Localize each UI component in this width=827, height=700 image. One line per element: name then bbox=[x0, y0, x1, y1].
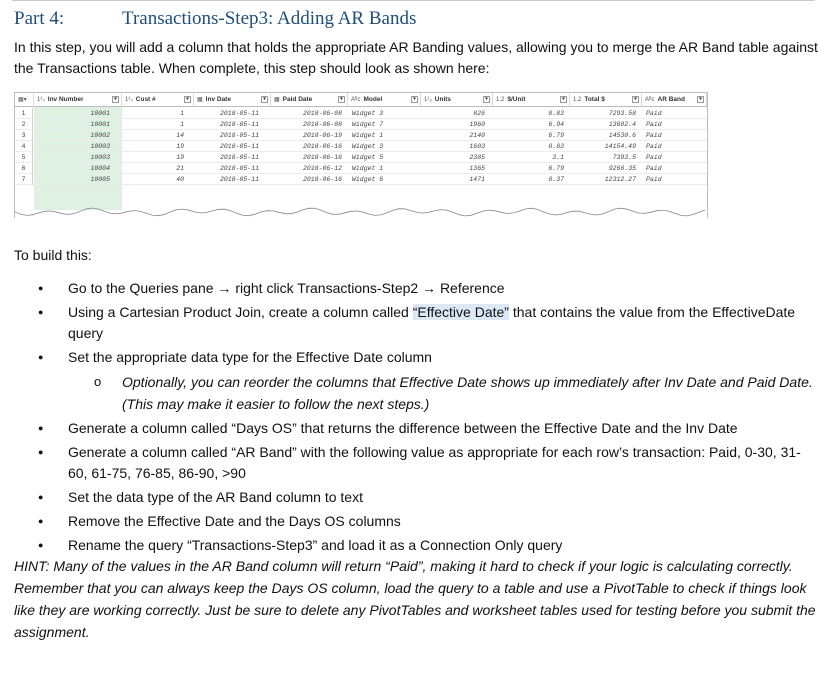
sub-step-text: Optionally, you can reorder the columns that Effective Date shows up immediately after Inv Date and Paid Date. (This may make it easier to follow the next steps.) bbox=[122, 374, 813, 412]
step-text: Go to the Queries pane → right click Transactions-Step2 → Reference bbox=[68, 280, 505, 296]
column-header[interactable] bbox=[271, 93, 348, 107]
column-header[interactable] bbox=[493, 93, 570, 107]
data-type-icon[interactable]: 1²₃ bbox=[125, 96, 133, 103]
table-cell[interactable]: 13602.4 bbox=[608, 121, 636, 128]
table-cell[interactable]: 2018-05-11 bbox=[219, 132, 259, 139]
table-cell[interactable]: 10001 bbox=[90, 110, 110, 117]
intro-paragraph: In this step, you will add a column that holds the appropriate AR Banding values, allowing you to merge the AR Band table against the Transactions table. When complete, this step should look as shown here: bbox=[14, 39, 818, 76]
table-cell[interactable]: 21 bbox=[176, 165, 184, 172]
step-text: Using a Cartesian Product Join, create a column called bbox=[68, 304, 413, 320]
table-cell[interactable]: Widget 3 bbox=[352, 110, 384, 117]
row-number[interactable]: 3 bbox=[15, 130, 33, 141]
step-text: that contains the value from the EffectiveDate query bbox=[68, 304, 796, 341]
sub-step-item bbox=[14, 371, 819, 415]
table-cell[interactable]: Paid bbox=[646, 165, 662, 172]
table-cell[interactable]: 6.79 bbox=[548, 165, 564, 172]
table-cell[interactable]: 2018-05-11 bbox=[219, 165, 259, 172]
row-number[interactable]: 2 bbox=[15, 119, 33, 130]
row-number[interactable]: 4 bbox=[15, 141, 33, 152]
table-cell[interactable]: 2018-05-11 bbox=[219, 154, 259, 161]
table-cell[interactable]: Paid bbox=[646, 154, 662, 161]
step-item bbox=[14, 347, 819, 368]
table-cell[interactable]: Paid bbox=[646, 143, 662, 150]
step-text: Remove the Effective Date and the Days OS columns bbox=[68, 513, 401, 529]
filter-dropdown-icon[interactable]: ▾ bbox=[483, 96, 490, 103]
filter-dropdown-icon[interactable]: ▾ bbox=[560, 96, 567, 103]
filter-dropdown-icon[interactable]: ▾ bbox=[184, 96, 191, 103]
filter-dropdown-icon[interactable]: ▾ bbox=[338, 96, 345, 103]
table-cell[interactable]: Paid bbox=[646, 110, 662, 117]
column-name: Model bbox=[363, 96, 383, 103]
table-cell[interactable]: 10003 bbox=[90, 143, 110, 150]
filter-dropdown-icon[interactable]: ▾ bbox=[411, 96, 418, 103]
table-cell[interactable]: 1365 bbox=[469, 165, 485, 172]
torn-edge bbox=[15, 204, 707, 218]
hint-paragraph: HINT: Many of the values in the AR Band column will return “Paid”, making it hard to check if your logic is calculating correctly. Remember that you can always keep the Days OS column, load the query to a table and use a PivotTable to check if things look like they are working correctly. Just be sure to delete any PivotTables and worksheet tables used for testing before you submit the assignment. bbox=[14, 558, 816, 640]
table-cell[interactable]: Widget 3 bbox=[352, 143, 384, 150]
table-cell[interactable]: 2018-06-19 bbox=[302, 132, 342, 139]
column-header[interactable] bbox=[642, 93, 707, 107]
table-cell[interactable]: 8.83 bbox=[548, 143, 564, 150]
table-cell[interactable]: 2018-06-12 bbox=[302, 165, 342, 172]
table-cell[interactable]: 2385 bbox=[469, 154, 485, 161]
table-cell[interactable]: 3.1 bbox=[552, 154, 564, 161]
column-name: $/Unit bbox=[507, 96, 526, 103]
top-rule bbox=[12, 0, 815, 1]
step-item bbox=[14, 302, 819, 344]
table-cell[interactable]: 10004 bbox=[90, 165, 110, 172]
table-cell[interactable]: 1 bbox=[180, 121, 184, 128]
column-name: AR Band bbox=[657, 96, 685, 103]
step-text: Generate a column called “AR Band” with the following value as appropriate for each row’s transaction: Paid, 0-30, 31-60, 61-75, 76-85, 86-90, >90 bbox=[68, 444, 801, 481]
table-cell[interactable]: 1960 bbox=[469, 121, 485, 128]
filter-dropdown-icon[interactable]: ▾ bbox=[697, 96, 704, 103]
column-name: Inv Number bbox=[47, 96, 84, 103]
row-number[interactable]: 6 bbox=[15, 163, 33, 174]
data-type-icon[interactable]: Aᴮc bbox=[645, 96, 655, 103]
table-cell[interactable]: 2018-05-11 bbox=[219, 110, 259, 117]
step-item bbox=[14, 535, 819, 556]
data-type-icon[interactable]: 1.2 bbox=[496, 96, 505, 103]
table-cell[interactable]: 6.94 bbox=[548, 121, 564, 128]
table-cell[interactable]: Paid bbox=[646, 132, 662, 139]
table-cell[interactable]: 10001 bbox=[90, 121, 110, 128]
step-text: Rename the query “Transactions-Step3” and load it as a Connection Only query bbox=[68, 537, 563, 553]
table-cell[interactable]: 40 bbox=[176, 176, 184, 183]
row-number[interactable]: 5 bbox=[15, 152, 33, 163]
query-preview-grid bbox=[14, 92, 708, 218]
step-text: Generate a column called “Days OS” that returns the difference between the Effective Date and the Inv Date bbox=[68, 420, 738, 436]
data-type-icon[interactable]: ▦ bbox=[197, 97, 203, 103]
table-cell[interactable]: Widget 1 bbox=[352, 132, 384, 139]
part-label: Part 4: bbox=[14, 8, 65, 29]
steps-list bbox=[14, 278, 819, 559]
data-type-icon[interactable]: 1²₃ bbox=[37, 96, 45, 103]
table-cell[interactable]: 8.37 bbox=[548, 176, 564, 183]
page-title: Transactions-Step3: Adding AR Bands bbox=[122, 8, 417, 29]
table-cell[interactable]: Paid bbox=[646, 121, 662, 128]
page-heading bbox=[14, 8, 416, 30]
step-item bbox=[14, 511, 819, 532]
data-type-icon[interactable]: 1²₃ bbox=[424, 96, 432, 103]
table-cell[interactable]: 10002 bbox=[90, 132, 110, 139]
table-cell[interactable]: 10003 bbox=[90, 154, 110, 161]
table-cell[interactable]: 1471 bbox=[469, 176, 485, 183]
table-cell[interactable]: 2018-06-16 bbox=[302, 143, 342, 150]
filter-dropdown-icon[interactable]: ▾ bbox=[632, 96, 639, 103]
table-cell[interactable]: 14 bbox=[176, 132, 184, 139]
column-name: Total $ bbox=[584, 96, 605, 103]
table-cell[interactable]: 14530.6 bbox=[608, 132, 636, 139]
table-cell[interactable]: Widget 6 bbox=[352, 176, 384, 183]
column-header[interactable] bbox=[570, 93, 642, 107]
row-number[interactable]: 7 bbox=[15, 174, 33, 185]
column-name: Units bbox=[434, 96, 452, 103]
table-cell[interactable]: 6.79 bbox=[548, 132, 564, 139]
table-cell[interactable]: 9268.35 bbox=[608, 165, 636, 172]
build-label: To build this: bbox=[14, 247, 92, 263]
column-name: Paid Date bbox=[282, 96, 313, 103]
step-item bbox=[14, 278, 819, 299]
data-type-icon[interactable]: ▦ bbox=[274, 97, 280, 103]
table-cell[interactable]: 2018-06-08 bbox=[302, 121, 342, 128]
table-cell[interactable]: 14154.49 bbox=[604, 143, 636, 150]
table-cell[interactable]: Widget 5 bbox=[352, 154, 384, 161]
table-cell[interactable]: 19 bbox=[176, 143, 184, 150]
data-type-icon[interactable]: 1.2 bbox=[573, 96, 582, 103]
table-cell[interactable]: 2018-06-16 bbox=[302, 176, 342, 183]
table-cell[interactable]: 2018-05-11 bbox=[219, 176, 259, 183]
row-number[interactable]: 1 bbox=[15, 108, 33, 119]
column-header[interactable] bbox=[194, 93, 271, 107]
table-cell[interactable]: 10005 bbox=[90, 176, 110, 183]
table-cell[interactable]: 12312.27 bbox=[604, 176, 636, 183]
table-cell[interactable]: 2018-05-11 bbox=[219, 121, 259, 128]
table-cell[interactable]: 7293.58 bbox=[608, 110, 636, 117]
table-cell[interactable]: Widget 1 bbox=[352, 165, 384, 172]
step-text: Set the data type of the AR Band column to text bbox=[68, 489, 363, 505]
filter-dropdown-icon[interactable]: ▾ bbox=[112, 96, 119, 103]
column-header[interactable] bbox=[348, 93, 421, 107]
column-header[interactable] bbox=[34, 93, 122, 107]
table-cell[interactable]: 2140 bbox=[469, 132, 485, 139]
table-cell[interactable]: 19 bbox=[176, 154, 184, 161]
data-type-icon[interactable]: Aᴮc bbox=[351, 96, 361, 103]
table-cell[interactable]: 8.83 bbox=[548, 110, 564, 117]
step-item bbox=[14, 442, 819, 484]
column-header[interactable] bbox=[421, 93, 493, 107]
table-cell[interactable]: 826 bbox=[473, 110, 485, 117]
table-cell[interactable]: 2018-06-08 bbox=[302, 110, 342, 117]
column-name: Cust # bbox=[135, 96, 156, 103]
column-name: Inv Date bbox=[205, 96, 231, 103]
table-cell[interactable]: 2018-06-16 bbox=[302, 154, 342, 161]
table-cell[interactable]: 7393.5 bbox=[612, 154, 636, 161]
table-cell[interactable]: Widget 7 bbox=[352, 121, 384, 128]
step-text: Set the appropriate data type for the Effective Date column bbox=[68, 349, 432, 365]
table-cell[interactable]: 2018-05-11 bbox=[219, 143, 259, 150]
grid-corner[interactable]: ▦▾ bbox=[15, 93, 34, 107]
highlighted-term: “Effective Date” bbox=[412, 304, 509, 320]
step-item bbox=[14, 487, 819, 508]
column-header[interactable] bbox=[122, 93, 194, 107]
table-cell[interactable]: 1603 bbox=[469, 143, 485, 150]
filter-dropdown-icon[interactable]: ▾ bbox=[261, 96, 268, 103]
step-item bbox=[14, 418, 819, 439]
table-cell[interactable]: 1 bbox=[180, 110, 184, 117]
table-cell[interactable]: Paid bbox=[646, 176, 662, 183]
